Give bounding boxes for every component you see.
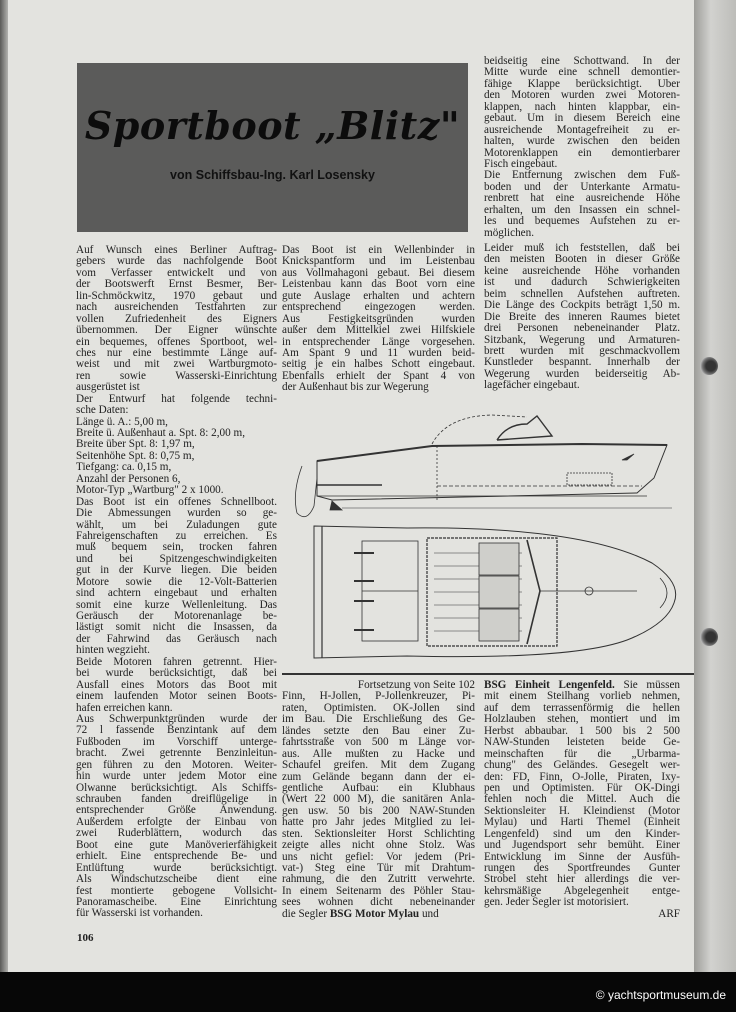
page-number: 106: [77, 932, 94, 944]
text-line: ländes setzte den Bau einer Zu-: [282, 725, 475, 737]
continuation-column-2: [484, 680, 680, 920]
text-line: gebaut. Um in diesem Bereich eine: [484, 113, 680, 125]
text-column-2: [282, 245, 475, 394]
text-line: in entsprechender Länge vorgesehen.: [282, 336, 475, 348]
copyright-credit: © yachtsportmuseum.de: [595, 988, 726, 1002]
text-line: sten. Sektionsleiter Horst Schlichting: [282, 828, 475, 840]
text-line: Fisch eingebaut.: [484, 158, 558, 170]
text-line: hinten wegzieht.: [76, 645, 150, 657]
text-line: Entwicklung im Sinne der Ausfüh-: [484, 851, 680, 863]
text-line: für Wasserski ist vorhanden.: [76, 908, 203, 920]
text-line: gebers wurde das nachfolgende Boot: [76, 256, 277, 268]
text-line: im Bau. Die Erschließung des Ge-: [282, 714, 475, 726]
text-line: Auf Wunsch eines Berliner Auftrag-: [76, 245, 277, 256]
text-line: Ausfall eines Motors das Boot mit: [76, 679, 277, 691]
text-line: wählt, um bei Zuladungen gute: [76, 519, 277, 531]
text-line: und Jugendsport sehr bemüht. Einer: [484, 840, 680, 852]
text-line: Die Länge des Cockpits beträgt 1,50 m.: [484, 300, 680, 312]
text-line: übernommen. Der Eigner wünschte: [76, 325, 277, 337]
text-line: boden und der Unterkante Armatu-: [484, 181, 680, 193]
text-line: vom Verfasser entwickelt und von: [76, 267, 277, 279]
text-line: brett wurden mit geschmackvollem: [484, 345, 680, 357]
text-line: Panoramascheibe. Eine Einrichtung: [76, 896, 277, 908]
text-line: vat-) Steg eine Tür mit Drahtum-: [282, 863, 475, 874]
text-line: weist und mit zwei Wartburgmoto-: [76, 359, 277, 371]
text-line: [282, 909, 475, 920]
text-line: möglichen.: [484, 227, 535, 239]
text-line: Mylau) und Harti Themel (Einheit: [484, 817, 680, 829]
text-line: raten, Optimisten. OK-Jollen sind: [282, 702, 475, 714]
text-line: rahmung, die den Zutritt verwehrte.: [282, 874, 475, 886]
text-line: Ebenfalls erhielt der Spant 4 von: [282, 370, 475, 382]
text-line: keine ausreichende Höhe vorhanden: [484, 265, 680, 277]
text-line: ausreichende Montagefreiheit zu er-: [484, 124, 680, 136]
text-line: den meisten Booten in dieser Größe: [484, 254, 680, 266]
text-line: chung" des Geländes. Gesegelt wer-: [484, 760, 680, 772]
text-line: mit einem Steilhang vorlieb nehmen,: [484, 691, 680, 703]
text-line: Beide Motoren fahren getrennt. Hier-: [76, 656, 277, 668]
text-line: gut in der Kurve liegen. Die beiden: [76, 565, 277, 577]
text-line: Wegerung wurden beiderseitig Ab-: [484, 368, 680, 380]
bold-club-name: BSG Motor Mylau: [329, 908, 420, 920]
text-line: ein bequemes, offenes Sportboot, wel-: [76, 336, 277, 348]
text-line: ches nur eine bestimmte Länge auf-: [76, 347, 277, 359]
text-run: und: [419, 908, 439, 920]
continued-from-note: Fortsetzung von Seite 102: [357, 680, 475, 691]
text-line: der Fahrwind das Geräusch nach: [76, 633, 277, 645]
text-line: beidseitig eine Schottwand. In der: [484, 56, 680, 67]
text-line: Geräusch der Motorenanlage be-: [76, 611, 277, 622]
text-line: Boot eine gute Manöverierfähigkeit: [76, 839, 277, 851]
text-line: rungen des Sportfreundes Gunter: [484, 863, 680, 874]
text-line: Knickspantform und im Leistenbau: [282, 256, 475, 268]
section-divider: [282, 673, 694, 675]
text-line: lästigt somit nicht die Insassen, da: [76, 622, 277, 634]
text-line: nach ausreichenden Testfahrten zur: [76, 302, 277, 314]
text-line: der Außenhaut bis zur Wegerung: [282, 382, 429, 394]
text-line: aus Vollmahagoni gebaut. Bei diesem: [282, 267, 475, 279]
text-line: fehlen noch die Mittel. Auch die: [484, 794, 680, 806]
text-line: schrauben fanden dreiflügelige in: [76, 794, 277, 805]
text-line: Aus Festigkeitsgründen wurden: [282, 313, 475, 325]
text-line: Motorenklappen ein demontierbarer: [484, 147, 680, 159]
text-line: 72 l fassende Benzintank auf dem: [76, 725, 277, 737]
text-line: Die Breite des inneren Raumes bietet: [484, 311, 680, 323]
text-line: fest montierte gebogene Vollsicht-: [76, 885, 277, 897]
text-line: Sitzbank, Wegerung und Armaturen-: [484, 334, 680, 346]
boat-plan-view: [314, 526, 676, 658]
article-title: Sportboot „Blitz": [84, 103, 461, 148]
text-line: Seitenhöhe Spt. 8: 0,75 m,: [76, 450, 195, 462]
text-line: ausgerüstet ist: [76, 382, 140, 394]
text-line: Tiefgang: ca. 0,15 m,: [76, 462, 172, 474]
text-line: Herbst abbaubar. 1 500 bis 2 500: [484, 725, 680, 737]
text-line: kehrsmäßige Abgelegenheit entge-: [484, 885, 680, 897]
text-line: Fahreigenschaften zu erreichen. Es: [76, 530, 277, 542]
text-line: klappen, nach hinten klappbar, ein-: [484, 101, 680, 113]
author-signature: ARF: [658, 908, 680, 920]
text-line: (Wert 22 000 M), die sanitären Anla-: [282, 794, 475, 806]
text-line: Leider muß ich feststellen, daß bei: [484, 243, 680, 254]
text-line: Aus Schwerpunktgründen wurde der: [76, 713, 277, 725]
text-line: ist und dadurch Schwierigkeiten: [484, 277, 680, 289]
binding-gutter: [694, 0, 736, 972]
text-line: Die Abmessungen wurden so ge-: [76, 508, 277, 520]
text-line: vollen Zufriedenheit des Eigners: [76, 313, 277, 325]
text-column-3: [484, 56, 680, 392]
article-byline: von Schiffsbau-Ing. Karl Losensky: [170, 168, 375, 182]
text-line: sind achtern eingebaut und erhalten: [76, 588, 277, 600]
text-line: Der Entwurf hat folgende techni-: [76, 393, 277, 405]
text-line: gentliche Aufbau: ein Klubhaus: [282, 782, 475, 794]
title-banner: [77, 63, 468, 232]
text-line: Außerdem erfolgte der Einbau von: [76, 816, 277, 828]
text-line: bei wurde berücksichtigt, daß bei: [76, 668, 277, 680]
binding-hole: [700, 357, 718, 375]
text-line: Anzahl der Personen 6,: [76, 473, 181, 485]
text-line: lagefächer eingebaut.: [484, 380, 580, 392]
text-line: Strobel steht hier allerdings die ver-: [484, 874, 680, 886]
text-line: Am Spant 9 und 11 wurden beid-: [282, 347, 475, 359]
text-line: seitig je ein halbes Schott eingebaut.: [282, 359, 475, 371]
text-line: Fußboden im Vorschiff unterge-: [76, 736, 277, 748]
text-line: gen usw. 50 bis 200 NAW-Stunden: [282, 805, 475, 817]
text-line: außer dem Mittelkiel zwei Hilfskiele: [282, 325, 475, 337]
text-line: der Bootswerft Ernst Besmer, Ber-: [76, 279, 277, 291]
text-line: ren sowie Wasserski-Einrichtung: [76, 370, 277, 382]
text-line: Breite ü. Außenhaut a. Spt. 8: 2,00 m,: [76, 428, 246, 439]
text-line: meinschaften für die „Urbarma-: [484, 748, 680, 760]
text-line: hafen erreichen kann.: [76, 702, 173, 714]
text-line: bracht. Zwei getrennte Benzinleitun-: [76, 748, 277, 760]
text-line: entsprechender Größe Anwendung.: [76, 805, 277, 817]
text-line: gen führen zu den Motoren. Weiter-: [76, 759, 277, 771]
text-line: drei Personen nebeneinander Platz.: [484, 323, 680, 335]
text-line: In einem Seitenarm des Pöhler Stau-: [282, 885, 475, 897]
text-line: halten, wurde zwischen den beiden: [484, 136, 680, 148]
text-line: Finn, H-Jollen, P-Jollenkreuzer, Pi-: [282, 691, 475, 703]
text-line: einem laufenden Motor seinen Boots-: [76, 691, 277, 703]
text-line: aus. Alle mußten zu Hacke und: [282, 748, 475, 760]
boat-side-view: [295, 415, 672, 517]
text-line: Kunstleder bespannt. Innerhalb der: [484, 357, 680, 369]
text-line: Motor-Typ „Wartburg" 2 x 1000.: [76, 485, 224, 497]
text-line: Lengenfeld) sind um den Kinder-: [484, 828, 680, 840]
text-line: Ölwanne berücksichtigt. Als Schiffs-: [76, 782, 277, 794]
bold-club-name: BSG Einheit Lengenfeld.: [484, 680, 615, 691]
text-line: Holzlauben stehen, montiert und im: [484, 714, 680, 726]
text-run: die Segler: [282, 908, 330, 920]
text-line: somit eine kurze Wellenleitung. Das: [76, 599, 277, 611]
text-line: auf dem terrassenförmig die hellen: [484, 702, 680, 714]
text-line: Entlüftung wurde berücksichtigt.: [76, 862, 277, 874]
text-line: Motore sowie die 12-Volt-Batterien: [76, 576, 277, 588]
text-line: Die Entfernung zwischen dem Fuß-: [484, 170, 680, 182]
text-run: Sie müssen: [614, 680, 680, 691]
text-line: gute Auslage erhalten und achtern: [282, 290, 475, 302]
text-line: fahrtsstraße von 500 m Länge vor-: [282, 737, 475, 749]
text-line: zwei Ruderblättern, wodurch das: [76, 828, 277, 840]
text-line: sees wohnen dicht nebeneinander: [282, 897, 475, 909]
text-line: hatte pro Jahr jedes Mitglied zu lei-: [282, 817, 475, 829]
text-line: [484, 680, 680, 691]
text-line: den Motoren wurden zwei Motoren-: [484, 90, 680, 102]
text-line: pen und Optimisten. Für OK-Dingi: [484, 782, 680, 794]
text-line: les und bequemes Aufstehen zu er-: [484, 216, 680, 228]
text-line: Breite über Spt. 8: 1,97 m,: [76, 439, 195, 451]
text-line: uns nicht gefiel: Vor jedem (Pri-: [282, 851, 475, 863]
text-line: Schaufel greifen. Mit dem Zugang: [282, 760, 475, 772]
text-line: renbrett hat eine ausreichende Höhe: [484, 193, 680, 205]
text-line: und bei Spitzengeschwindigkeiten: [76, 553, 277, 565]
continuation-column-1: [282, 680, 475, 920]
text-line: beim schnellen Aufstehen auftreten.: [484, 288, 680, 300]
text-line: Länge ü. A.: 5,00 m,: [76, 416, 168, 428]
text-line: Leistenbau kann das Boot vorn eine: [282, 279, 475, 291]
text-line: fähige Klappe berücksichtigt. Über: [484, 78, 680, 90]
text-line: erhalten, um den Insassen ein schnel-: [484, 204, 680, 216]
text-line: entsprechend eingezogen werden.: [282, 302, 475, 314]
text-line: NAW-Stunden leisteten beide Ge-: [484, 737, 680, 749]
text-line: Mitte wurde eine schnell demontier-: [484, 67, 680, 79]
boat-plan-drawing: [282, 398, 694, 673]
binding-hole: [700, 628, 718, 646]
text-line: hin wurde unter jedem Motor eine: [76, 771, 277, 783]
text-line: Sektionsleiter H. Kleindienst (Motor: [484, 805, 680, 817]
text-line: Das Boot ist ein Wellenbinder in: [282, 245, 475, 256]
text-line: muß bequem sein, trocken fahren: [76, 542, 277, 554]
text-line: lin-Schmöckwitz, 1970 gebaut und: [76, 290, 277, 302]
text-line: erhielt. Eine entsprechende Be- und: [76, 851, 277, 863]
text-line: Das Boot ist ein offenes Schnellboot.: [76, 496, 277, 508]
text-line: zum Gelände begann dann der ei-: [282, 771, 475, 783]
text-column-1: [76, 245, 277, 920]
text-line: Als Windschutzscheibe dient eine: [76, 874, 277, 886]
text-line: den: FD, Finn, O-Jolle, Piraten, Ixy-: [484, 771, 680, 783]
text-line: gen. Jeder Segler ist motorisiert.: [484, 897, 629, 909]
text-line: zeigte alles nicht ohne Stolz. Was: [282, 840, 475, 852]
footer-bar: [0, 972, 736, 1012]
text-line: sche Daten:: [76, 405, 129, 417]
